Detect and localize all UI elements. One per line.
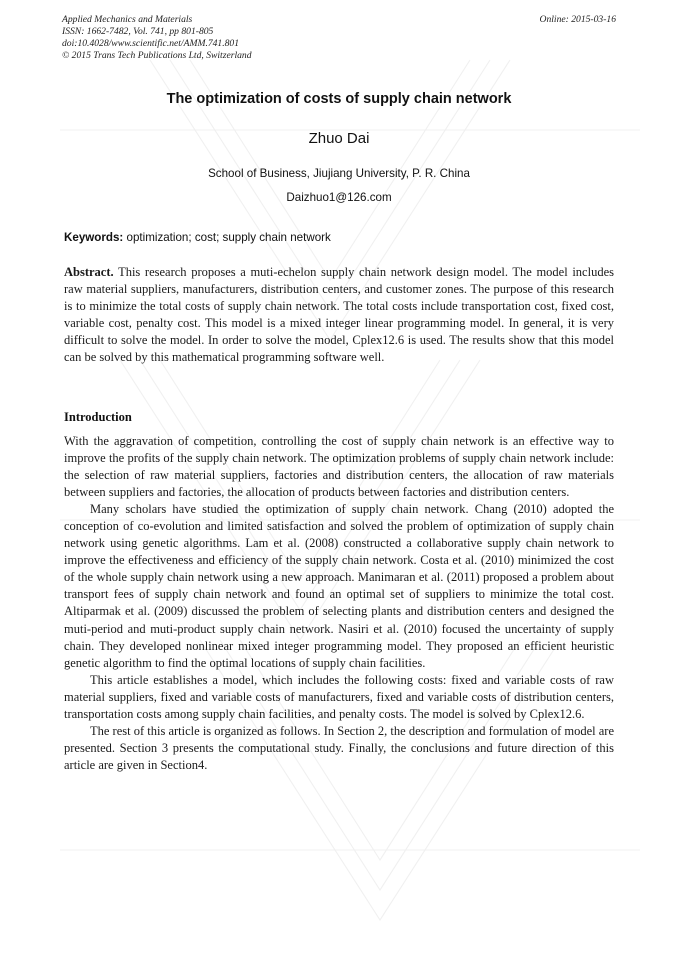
abstract-text: This research proposes a muti-echelon supply chain network design model. The model includes raw material suppliers, manufacturers, distribution centers, and customer zones. The purpose of this research is to minimize the total costs of supply chain network. The total costs include transportation cost, fixed cost, variable cost, penalty cost. This model is a mixed integer linear programming model. In general, it is very difficult to solve the model. In order to solve the model, Cplex12.6 is used. The results show that this model can be solved by this mathematical programming software well. bbox=[64, 265, 614, 365]
section-heading-introduction: Introduction bbox=[64, 410, 132, 424]
doi-line: doi:10.4028/www.scientific.net/AMM.741.801 bbox=[62, 38, 240, 49]
introduction-body bbox=[64, 433, 614, 774]
keywords-line bbox=[64, 231, 331, 244]
online-date: Online: 2015-03-16 bbox=[539, 14, 616, 25]
copyright-line: © 2015 Trans Tech Publications Ltd, Switzerland bbox=[62, 50, 252, 61]
journal-name: Applied Mechanics and Materials bbox=[62, 14, 193, 25]
issn-line: ISSN: 1662-7482, Vol. 741, pp 801-805 bbox=[62, 26, 214, 37]
author-email: Daizhuo1@126.com bbox=[286, 191, 392, 204]
abstract-label: Abstract. bbox=[64, 265, 114, 279]
paragraph: Many scholars have studied the optimization of supply chain network. Chang (2010) adopted the conception of co-evolution and limited satisfaction and solved the problem of optimization of supply chain network using genetic algorithms. Lam et al. (2008) constructed a collaborative supply chain network to improve the effectiveness and efficiency of the supply chain network. Costa et al. (2010) minimized the cost of the whole supply chain network using a new approach. Manimaran et al. (2011) proposed a problem about transport fees of supply chain network and found an optimal set of suppliers to minimize the total cost. Altiparmak et al. (2009) discussed the problem of selecting plants and distribution centers and designed the muti-period and muti-product supply chain network. Nasiri et al. (2010) focused the uncertainty of supply chain. They developed nonlinear mixed integer programming model. They proposed an efficient heuristic genetic algorithm to find the optimal locations of supply chain facilities. bbox=[64, 502, 614, 670]
paragraph: With the aggravation of competition, controlling the cost of supply chain network is an effective way to improve the profits of the supply chain network. The optimization problems of supply chain network include: the selection of raw material suppliers, factories and distribution centers, the allocation of raw materials between suppliers and factories, the allocation of products between factories and distribution centers. bbox=[64, 434, 614, 500]
paragraph: This article establishes a model, which includes the following costs: fixed and variable costs of raw material suppliers, fixed and variable costs of manufacturers, fixed and variable costs of distribution centers, transportation costs among supply chain facilities, and penalty costs. The model is solved by Cplex12.6. bbox=[64, 672, 614, 721]
keywords-label: Keywords: bbox=[64, 231, 124, 244]
author-name: Zhuo Dai bbox=[308, 130, 370, 147]
paragraph: The rest of this article is organized as follows. In Section 2, the description and formulation of model are presented. Section 3 presents the computational study. Finally, the conclusions and future direction of this article are given in Section4. bbox=[64, 723, 614, 772]
paper-title: The optimization of costs of supply chain network bbox=[166, 91, 512, 107]
author-affiliation: School of Business, Jiujiang University, P. R. China bbox=[208, 167, 470, 180]
journal-meta bbox=[62, 14, 252, 62]
keywords-text: optimization; cost; supply chain network bbox=[126, 231, 331, 244]
abstract bbox=[64, 264, 614, 366]
